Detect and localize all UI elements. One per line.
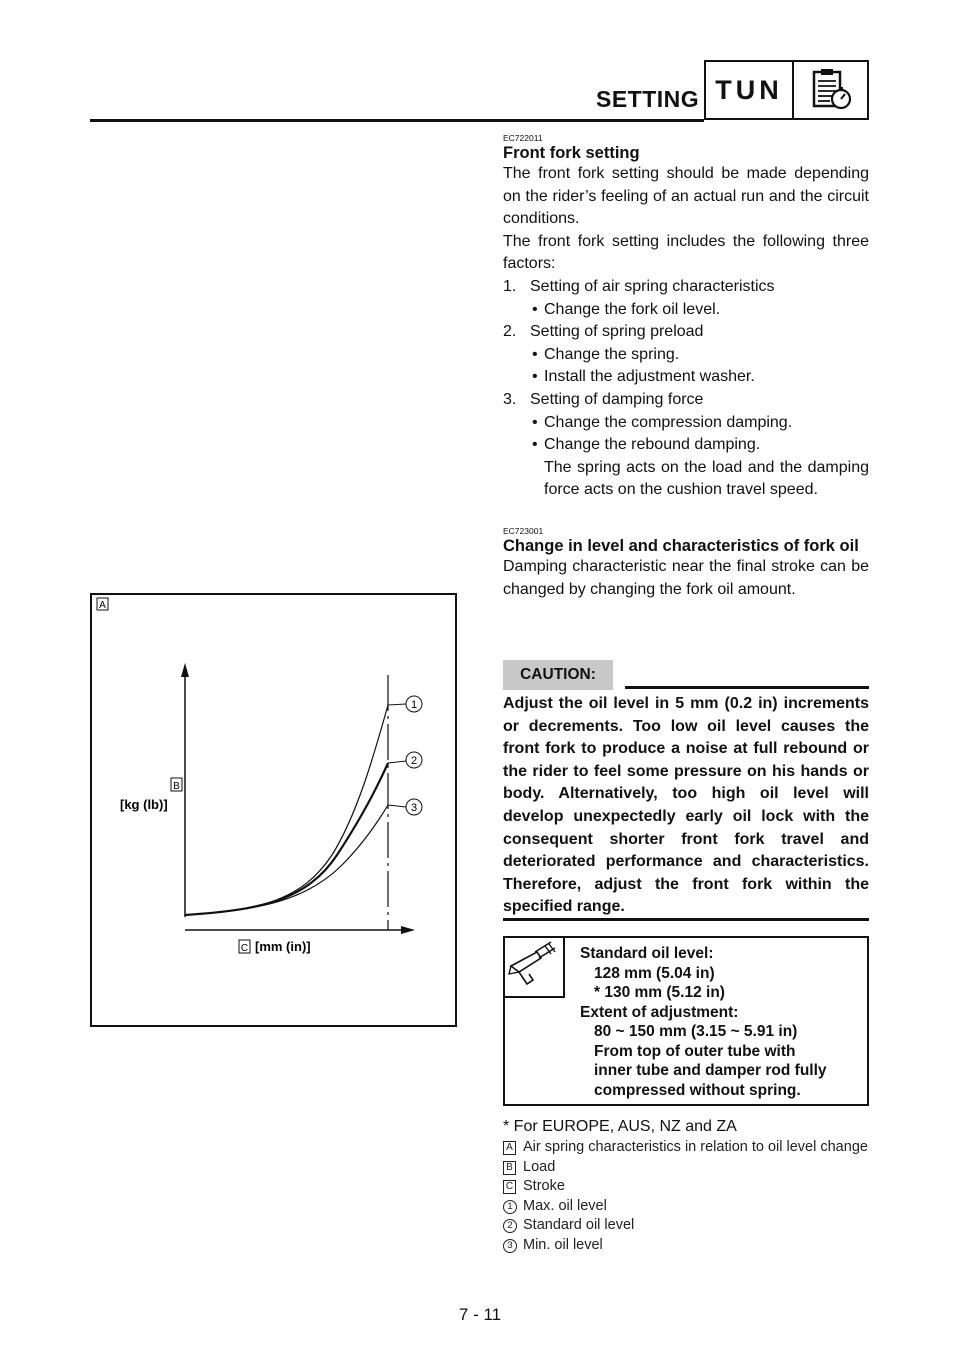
caution-header <box>503 660 869 690</box>
caution-text: Adjust the oil level in 5 mm (0.2 in) increments or decrements. Too low oil level causes the front fork to produce a noise at full rebound or the rider to feel some pressure on his hands or body. Alternatively, too high oil level will develop unexpectedly early oil lock with the consequent shorter front fork travel and deteriorated performance and characteristics. Therefore, adjust the front fork within the specified range. <box>503 695 869 916</box>
spec-box <box>503 936 869 1106</box>
spec-label: Standard oil level: <box>580 945 714 962</box>
legend-text: Load <box>523 1158 556 1175</box>
header-rule <box>90 119 704 122</box>
section-heading: Front fork setting <box>503 144 640 162</box>
paragraph: The front fork setting should be made depending on the rider’s feeling of an actual run and the circuit conditions. <box>503 165 869 228</box>
bullet-item: • Change the fork oil level. <box>503 299 869 322</box>
list-text: Setting of spring preload <box>530 323 704 341</box>
spec-value: 128 mm (5.04 in) <box>594 964 715 982</box>
x-key: C <box>240 943 249 954</box>
spec-value: From top of outer tube with <box>594 1042 796 1060</box>
section-code: EC722011 <box>503 133 543 143</box>
bullet-item: • Change the compression damping. <box>503 412 869 435</box>
y-axis-arrow <box>181 663 189 677</box>
section-tab-label: TUN <box>706 62 794 118</box>
y-axis-label: [kg (lb)] <box>120 797 168 812</box>
bullet-item: • Install the adjustment washer. <box>503 366 869 389</box>
legend-item <box>503 1158 869 1178</box>
page-number: 7 - 11 <box>458 1305 502 1324</box>
list-number: 2. <box>503 323 517 341</box>
caution-label: CAUTION: <box>503 660 613 690</box>
legend-item <box>503 1216 869 1236</box>
section-code: EC723001 <box>503 526 544 536</box>
note-text: The spring acts on the load and the damping force acts on the cushion travel speed. <box>544 458 869 499</box>
spec-text <box>580 944 827 1100</box>
leader-line <box>388 761 406 763</box>
legend-key: 1 <box>503 1200 517 1214</box>
bullet-item: • Change the spring. <box>503 344 869 367</box>
legend-item <box>503 1177 869 1197</box>
callout-label: 3 <box>410 802 418 814</box>
legend-item <box>503 1236 869 1256</box>
legend-item <box>503 1138 869 1158</box>
legend-key: 3 <box>503 1239 517 1253</box>
spec-label: Extent of adjustment: <box>580 1003 739 1021</box>
legend-key: C <box>503 1180 516 1194</box>
section-tab <box>704 60 869 120</box>
bullet-item: • Change the rebound damping. <box>503 434 869 457</box>
list-item <box>503 276 869 299</box>
legend-key: A <box>503 1141 516 1155</box>
list-number: 3. <box>503 390 517 408</box>
leader-line <box>388 704 406 705</box>
legend-text: Standard oil level <box>523 1217 635 1233</box>
list-text: Setting of damping force <box>530 390 704 408</box>
spec-value: 80 ~ 150 mm (3.15 ~ 5.91 in) <box>594 1023 798 1040</box>
legend-text: Max. oil level <box>523 1197 607 1214</box>
clipboard-stopwatch-icon <box>794 62 867 118</box>
paragraph: Damping characteristic near the final stroke can be changed by changing the fork oil amount. <box>503 558 869 598</box>
y-key: B <box>173 781 180 792</box>
oil-level-figure <box>90 593 457 1027</box>
legend-item <box>503 1197 869 1217</box>
page-title: SETTING <box>596 86 700 112</box>
legend-text: Min. oil level <box>523 1236 603 1253</box>
leader-line <box>388 805 406 807</box>
x-axis-label: [mm (in)] <box>255 939 311 954</box>
curve-max <box>185 705 388 915</box>
legend-key: B <box>503 1161 516 1175</box>
spec-value: * 130 mm (5.12 in) <box>594 984 725 1001</box>
oil-level-diagram <box>92 595 454 1024</box>
region-note: * For EUROPE, AUS, NZ and ZA <box>503 1118 737 1135</box>
spec-value: inner tube and damper rod fully <box>594 1062 827 1079</box>
corner-key: A <box>99 600 106 611</box>
section-oil-level <box>503 526 869 601</box>
list-number: 1. <box>503 277 517 295</box>
list-text: Setting of air spring characteristics <box>530 277 775 295</box>
spec-value: compressed without spring. <box>594 1081 801 1099</box>
section-front-fork-setting <box>503 133 869 502</box>
callout-label: 1 <box>410 699 418 711</box>
section-heading: Change in level and characteristics of fork oil <box>503 537 859 555</box>
legend-text: Air spring characteristics in relation to oil level change <box>523 1139 868 1155</box>
list-item <box>503 389 869 412</box>
caliper-icon <box>505 938 565 998</box>
paragraph: The front fork setting includes the following three factors: <box>503 232 869 273</box>
caution-end-rule <box>503 918 869 921</box>
legend <box>503 1116 869 1255</box>
legend-text: Stroke <box>523 1178 565 1194</box>
legend-key: 2 <box>503 1219 517 1233</box>
callout-label: 2 <box>410 755 418 767</box>
list-item <box>503 321 869 344</box>
caution-rule <box>625 686 869 689</box>
curve-standard <box>185 763 388 915</box>
x-axis-arrow <box>401 926 415 934</box>
